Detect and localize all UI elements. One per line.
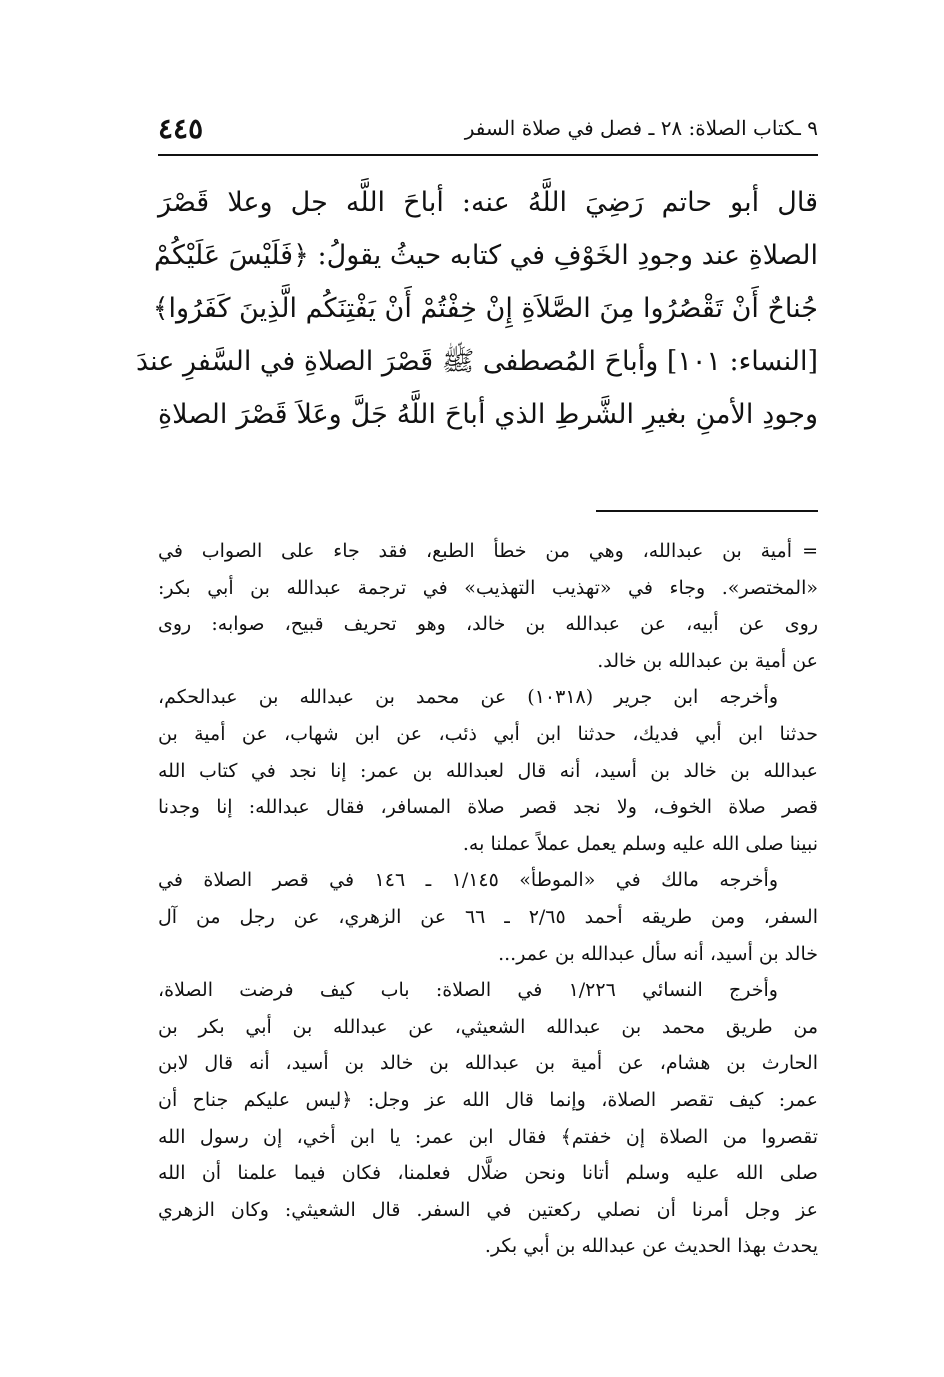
footnote-line: قصر صلاة الخوف، ولا نجد قصر صلاة المسافر، فقال عبدالله: إنا وجدنا bbox=[158, 796, 818, 819]
footnote-line-text: أمية بن عبدالله، وهي من خطأ الطبع، فقد جاء على الصواب في bbox=[158, 540, 792, 562]
footnote-line: خالد بن أسيد، أنه سأل عبدالله بن عمر... bbox=[498, 942, 818, 965]
page-number: ٤٤٥ bbox=[158, 112, 204, 145]
footnote-line: حدثنا ابن أبي فديك، حدثنا ابن أبي ذئب، عن ابن شهاب، عن أمية بن bbox=[158, 722, 818, 745]
main-text-line: جُناحٌ أَنْ تَقْصُرُوا مِنَ الصَّلاَةِ إِنْ خِفْتُمْ أَنْ يَفْتِنَكُم الَّذِينَ كَفَرُوا﴾ bbox=[152, 293, 818, 324]
footnote-line: السفر، ومن طريقه أحمد ٢/٦٥ ـ ٦٦ عن الزهري، عن رجل من آل bbox=[158, 905, 818, 928]
main-text bbox=[135, 176, 818, 441]
footnote-line: عبدالله بن خالد بن أسيد، أنه قال لعبدالله بن عمر: إنا نجد في كتاب الله bbox=[158, 759, 818, 782]
footnote-separator bbox=[596, 510, 818, 512]
main-text-line: [النساء: ١٠١] وأباحَ المُصطفى ﷺ قَصْرَ الصلاةِ في السَّفرِ عندَ bbox=[135, 346, 818, 377]
footnote-line: الحارث بن هشام، عن أمية بن عبدالله بن خالد بن أسيد، أنه قال لابن bbox=[158, 1052, 818, 1075]
footnote-line: عن أمية بن عبدالله بن خالد. bbox=[597, 649, 818, 672]
page-header bbox=[158, 112, 818, 148]
footnote-line: عز وجل أمرنا أن نصلي ركعتين في السفر. قال الشعيثي: وكان الزهري bbox=[158, 1198, 818, 1221]
footnote-line: وأخرجه ابن جرير (١٠٣١٨) عن محمد بن عبدالله بن عبدالحكم، bbox=[158, 686, 778, 709]
header-rule bbox=[158, 154, 818, 156]
footnote-line: يحدث بهذا الحديث عن عبدالله بن أبي بكر. bbox=[484, 1235, 818, 1258]
main-text-line: الصلاةِ عند وجودِ الخَوْفِ في كتابه حيثُ يقولُ: ﴿فَلَيْسَ عَلَيْكُمْ bbox=[154, 240, 818, 271]
footnote-line: وأخرجه مالك في «الموطأ» ١/١٤٥ ـ ١٤٦ في قصر الصلاة في bbox=[158, 869, 778, 892]
footnote-line bbox=[158, 533, 818, 570]
footnote-line: من طريق محمد بن عبدالله الشعيثي، عن عبدالله بن أبي بكر بن bbox=[158, 1015, 818, 1038]
footnote-line: صلى الله عليه وسلم أتانا ونحن ضلَّال فعلمنا، فكان فيما علمنا أن الله bbox=[158, 1162, 818, 1185]
footnote-line: «المختصر». وجاء في «تهذيب التهذيب» في ترجمة عبدالله بن أبي بكر: bbox=[158, 576, 818, 599]
footnote-line: عمر: كيف تقصر الصلاة، وإنما قال الله عز وجل: ﴿ليس عليكم جناح أن bbox=[158, 1088, 818, 1111]
footnote-line: وأخرج النسائي ١/٢٢٦ في الصلاة: باب كيف فرضت الصلاة، bbox=[158, 979, 778, 1002]
main-text-line: قال أبو حاتم رَضِيَ اللَّهُ عنه: أباحَ اللَّه جل وعلا قَصْرَ bbox=[158, 187, 818, 218]
footnote-line: نبينا صلى الله عليه وسلم يعمل عملاً عملنا به. bbox=[462, 832, 818, 855]
footnote-line: تقصروا من الصلاة إن خفتم﴾ فقال ابن عمر: يا ابن أخي، إن رسول الله bbox=[158, 1125, 818, 1148]
footnote-line: روى عن أبيه، عن عبدالله بن خالد، وهو تحريف قبيح، صوابه: روى bbox=[158, 613, 818, 636]
main-text-line: وجودِ الأمنِ بغيرِ الشَّرطِ الذي أباحَ اللَّهُ جَلَّ وعَلاَ قَصْرَ الصلاةِ bbox=[158, 399, 818, 430]
running-title: ٩ ـكتاب الصلاة: ٢٨ ـ فصل في صلاة السفر bbox=[464, 116, 818, 140]
footnotes bbox=[158, 533, 818, 1265]
continuation-mark: = bbox=[802, 540, 818, 562]
